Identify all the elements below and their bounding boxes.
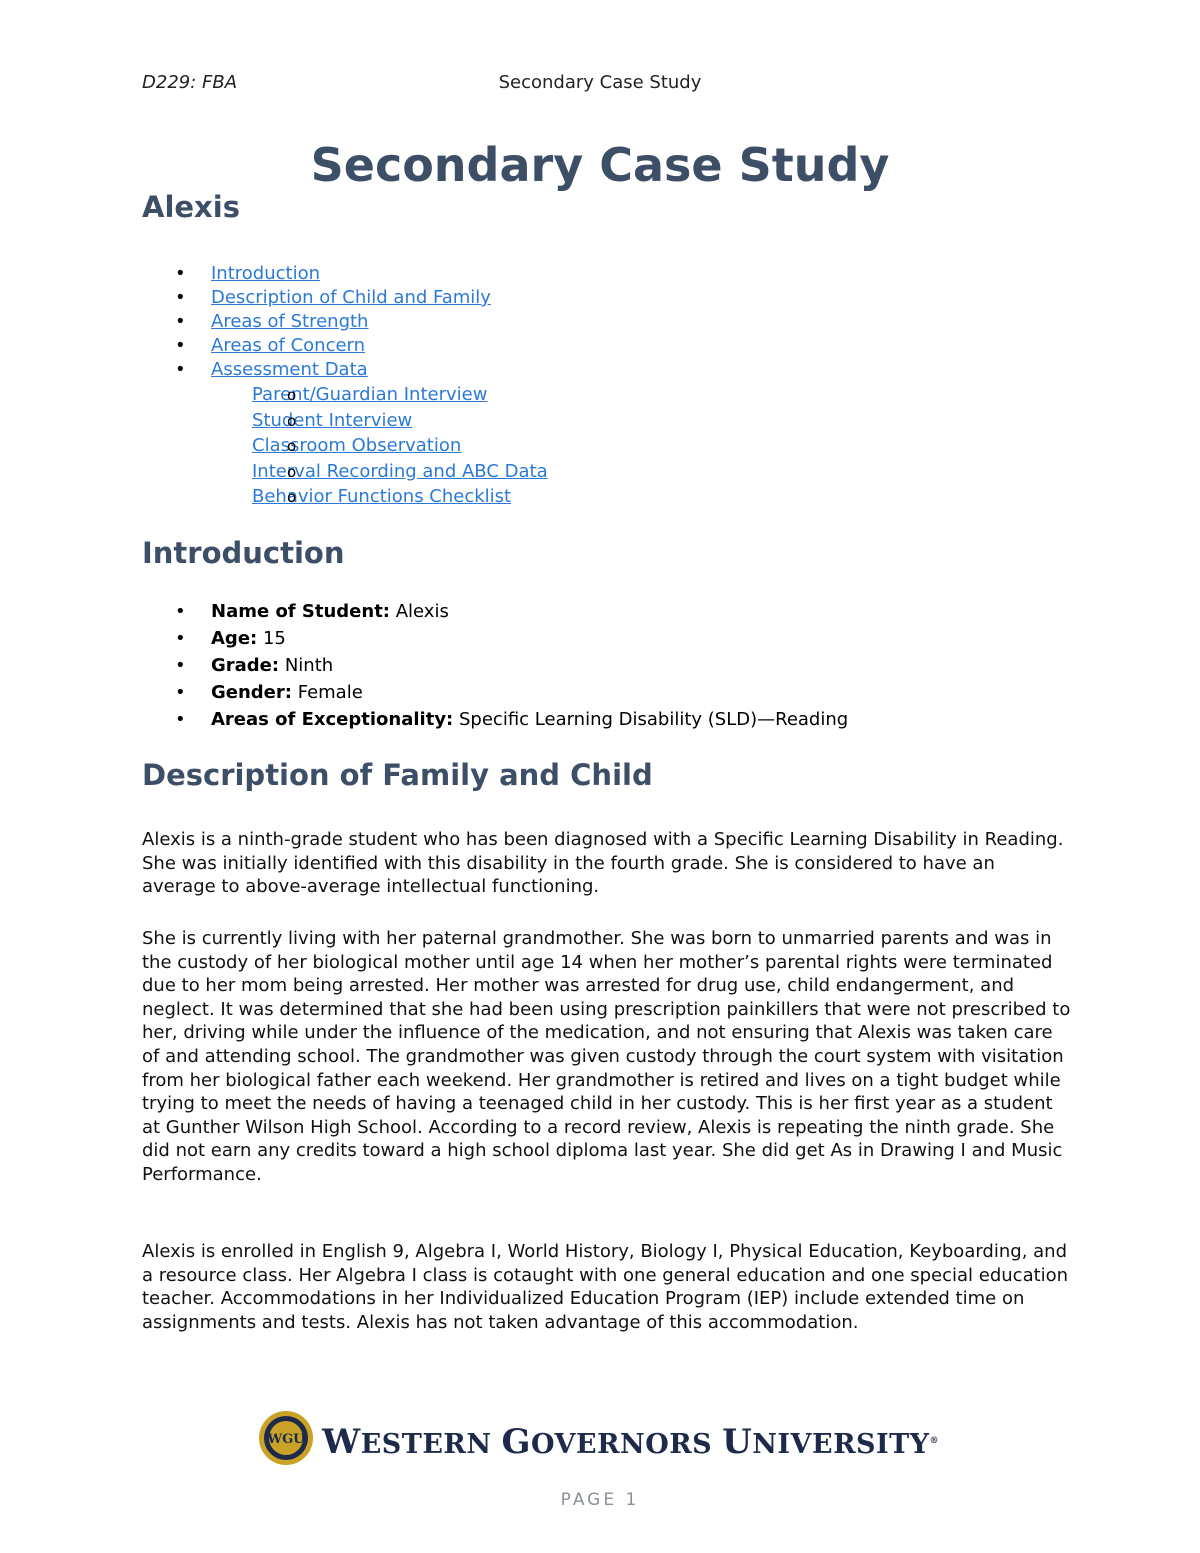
toc-item: [142, 286, 548, 310]
university-wordmark: WESTERN GOVERNORS UNIVERSITY®: [322, 1422, 940, 1462]
info-label: Areas of Exceptionality:: [211, 709, 454, 730]
toc-item: [142, 310, 548, 334]
info-item: [142, 600, 848, 627]
document-title: Secondary Case Study: [310, 138, 890, 192]
toc-link-areas-of-strength[interactable]: Areas of Strength: [211, 311, 369, 332]
table-of-contents: [142, 262, 548, 510]
page-header: [142, 72, 1058, 96]
toc-subitem: [211, 459, 548, 485]
toc-link-description[interactable]: Description of Child and Family: [211, 287, 491, 308]
toc-item: [142, 334, 548, 358]
toc-subitem: [211, 433, 548, 459]
description-heading: Description of Family and Child: [142, 758, 653, 792]
info-value: 15: [262, 628, 286, 649]
toc-link-classroom-observation[interactable]: Classroom Observation: [252, 435, 462, 456]
toc-subitem: [211, 408, 548, 434]
toc-item: [142, 262, 548, 286]
header-course: D229: FBA: [142, 72, 238, 93]
info-label: Name of Student:: [211, 601, 390, 622]
toc-sublist: [211, 382, 548, 510]
toc-link-behavior-checklist[interactable]: Behavior Functions Checklist: [252, 486, 512, 507]
toc-subitem: [211, 382, 548, 408]
info-item: [142, 654, 848, 681]
info-value: Female: [297, 682, 363, 703]
info-item: [142, 708, 848, 735]
info-item: [142, 627, 848, 654]
info-value: Alexis: [395, 601, 449, 622]
toc-link-parent-interview[interactable]: Parent/Guardian Interview: [252, 384, 488, 405]
toc-subitem: [211, 484, 548, 510]
description-paragraph: Alexis is a ninth-grade student who has been diagnosed with a Specific Learning Disability in Reading. She was initially identified with this disability in the fourth grade. She is considered to have an average to above-average intellectual functioning.: [142, 829, 1064, 898]
student-info-list: [142, 600, 848, 735]
info-label: Age:: [211, 628, 258, 649]
seal-text: WGU: [267, 1432, 305, 1447]
introduction-heading: Introduction: [142, 536, 345, 570]
toc-item: [142, 358, 548, 510]
student-heading: Alexis: [142, 190, 240, 224]
info-label: Gender:: [211, 682, 292, 703]
description-paragraph: She is currently living with her paternal grandmother. She was born to unmarried parents and was in the custody of her biological mother until age 14 when her mother’s parental rights were terminated due to her mom being arrested. Her mother was arrested for drug use, child endangerment, and neglect. It was determined that she had been using prescription painkillers that were not prescribed to her, driving while under the influence of the medication, and not ensuring that Alexis was taken care of and attending school. The grandmother was given custody through the court system with visitation from her biological father each weekend. Her grandmother is retired and lives on a tight budget while trying to meet the needs of having a teenaged child in her custody. This is her first year as a student at Gunther Wilson High School. According to a record review, Alexis is repeating the ninth grade. She did not earn any credits toward a high school diploma last year. She did get As in Drawing I and Music Performance.: [142, 928, 1071, 1185]
toc-link-introduction[interactable]: Introduction: [211, 263, 321, 284]
toc-link-assessment-data[interactable]: Assessment Data: [211, 359, 368, 380]
page-number: PAGE 1: [560, 1490, 640, 1510]
toc-link-interval-recording[interactable]: Interval Recording and ABC Data: [252, 460, 548, 482]
info-value: Ninth: [284, 655, 334, 676]
info-value: Specific Learning Disability (SLD)—Reading: [459, 709, 849, 730]
header-title: Secondary Case Study: [498, 72, 702, 93]
university-seal-icon: [258, 1410, 314, 1466]
description-paragraph: Alexis is enrolled in English 9, Algebra I, World History, Biology I, Physical Education, Keyboarding, and a resource class. Her Algebra I class is cotaught with one general education and one special education teacher. Accommodations in her Individualized Education Program (IEP) include extended time on assignments and tests. Alexis has not taken advantage of this accommodation.: [142, 1241, 1069, 1333]
toc-link-student-interview[interactable]: Student Interview: [252, 409, 413, 431]
info-label: Grade:: [211, 655, 280, 676]
toc-link-areas-of-concern[interactable]: Areas of Concern: [211, 335, 366, 356]
info-item: [142, 681, 848, 708]
